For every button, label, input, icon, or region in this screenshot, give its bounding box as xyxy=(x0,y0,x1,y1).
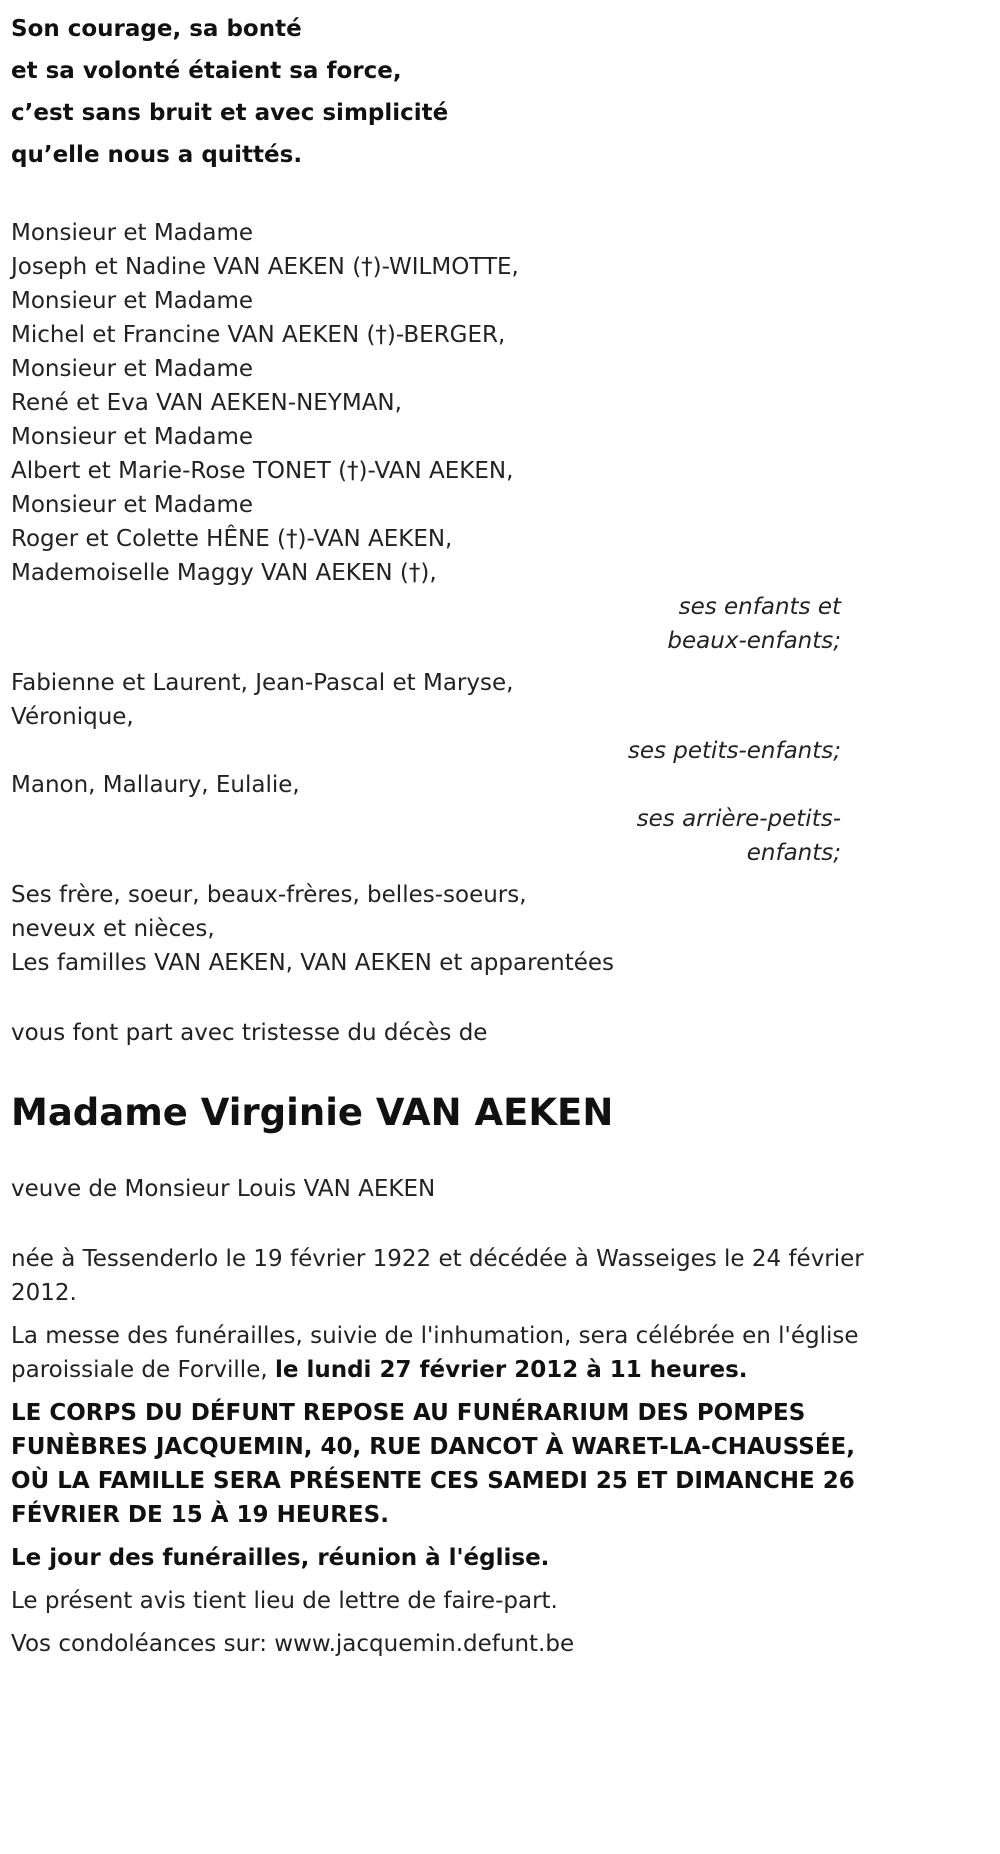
family-line: Albert et Marie-Rose TONET (†)-VAN AEKEN, xyxy=(11,458,514,484)
funerarium-text: LE CORPS DU DÉFUNT REPOSE AU FUNÉRARIUM DES POMPES FUNÈBRES JACQUEMIN, 40, RUE DANCOT À WARET-LA-CHAUSSÉE, OÙ LA FAMILLE SERA PRÉSENTE CES SAMEDI 25 ET DIMANCHE 26 FÉVRIER DE 15 À 19 HEURES. xyxy=(11,1400,855,1528)
relation-label: ses arrière-petits- xyxy=(636,806,841,832)
mass-text: La messe des funérailles, suivie de l'inhumation, sera célébrée en l'église paroissiale de Forville, xyxy=(11,1323,859,1383)
mass-date: le lundi 27 février 2012 à 11 heures. xyxy=(274,1357,748,1383)
announcement-text: vous font part avec tristesse du décès de xyxy=(11,1020,488,1046)
verse-line: Son courage, sa bonté xyxy=(11,16,302,42)
condolences-text: Vos condoléances sur: www.jacquemin.defunt.be xyxy=(11,1631,575,1657)
family-line: René et Eva VAN AEKEN-NEYMAN, xyxy=(11,390,402,416)
relation-label: beaux-enfants; xyxy=(667,628,841,654)
family-line: Monsieur et Madame xyxy=(11,220,254,246)
family-line: Mademoiselle Maggy VAN AEKEN (†), xyxy=(11,560,437,586)
verse-line: c’est sans bruit et avec simplicité xyxy=(11,100,449,126)
others-line: Les familles VAN AEKEN, VAN AEKEN et apparentées xyxy=(11,950,615,976)
great-grandchildren-line: Manon, Mallaury, Eulalie, xyxy=(11,772,300,798)
notice-text: Le présent avis tient lieu de lettre de faire-part. xyxy=(11,1588,558,1614)
others-line: Ses frère, soeur, beaux-frères, belles-soeurs, xyxy=(11,882,527,908)
family-line: Monsieur et Madame xyxy=(11,492,254,518)
grandchildren-line: Véronique, xyxy=(11,704,134,730)
birth-death-text: née à Tessenderlo le 19 février 1922 et décédée à Wasseiges le 24 février 2012. xyxy=(11,1246,864,1306)
meeting-text: Le jour des funérailles, réunion à l'église. xyxy=(11,1545,550,1571)
memorial-verse xyxy=(11,8,871,176)
relation-label: ses petits-enfants; xyxy=(627,738,841,764)
others-line: neveux et nièces, xyxy=(11,916,215,942)
family-line: Monsieur et Madame xyxy=(11,424,254,450)
widow-of-text: veuve de Monsieur Louis VAN AEKEN xyxy=(11,1176,436,1202)
family-line: Monsieur et Madame xyxy=(11,356,254,382)
family-line: Joseph et Nadine VAN AEKEN (†)-WILMOTTE, xyxy=(11,254,519,280)
relation-label: ses enfants et xyxy=(678,594,841,620)
children-list xyxy=(11,216,871,590)
relation-label: enfants; xyxy=(746,840,841,866)
grandchildren-line: Fabienne et Laurent, Jean-Pascal et Maryse, xyxy=(11,670,514,696)
verse-line: et sa volonté étaient sa force, xyxy=(11,58,402,84)
family-line: Monsieur et Madame xyxy=(11,288,254,314)
verse-line: qu’elle nous a quittés. xyxy=(11,142,303,168)
deceased-name: Madame Virginie VAN AEKEN xyxy=(11,1091,614,1134)
family-line: Roger et Colette HÊNE (†)-VAN AEKEN, xyxy=(11,526,453,552)
mass-paragraph xyxy=(11,1319,871,1387)
family-line: Michel et Francine VAN AEKEN (†)-BERGER, xyxy=(11,322,506,348)
